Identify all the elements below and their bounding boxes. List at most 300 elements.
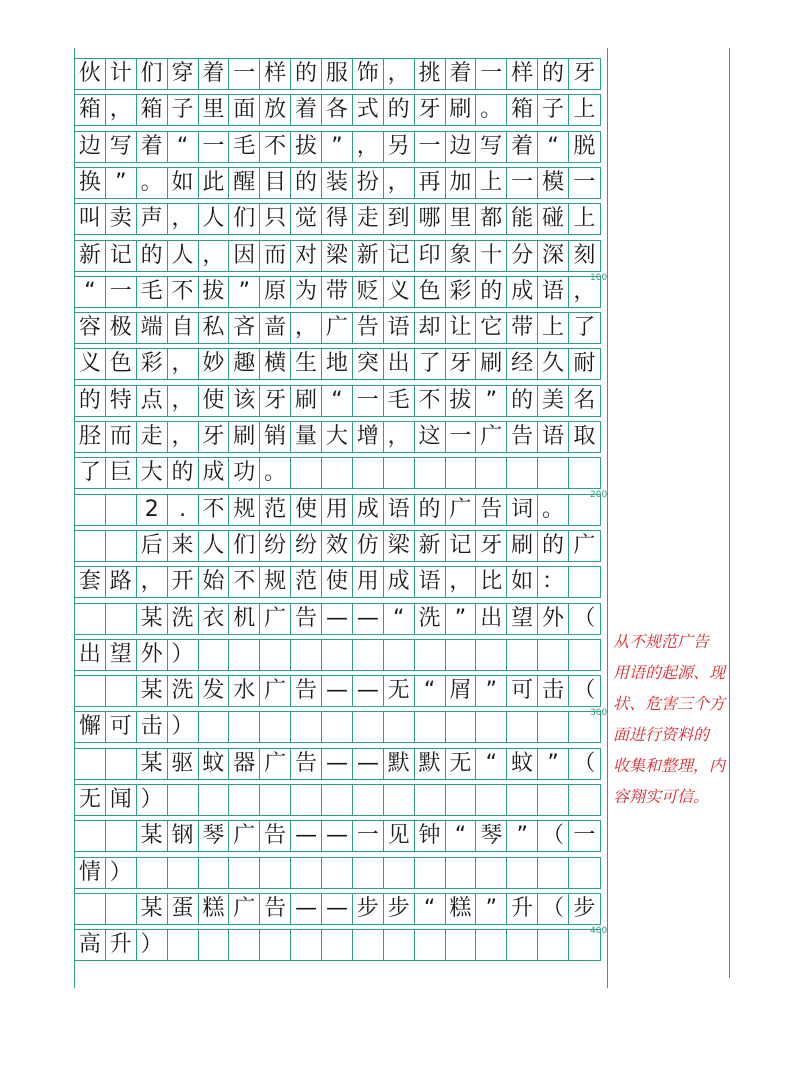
grid-cell: 某 [137, 894, 168, 924]
grid-cell: 不 [260, 132, 291, 162]
grid-cell: 告 [260, 894, 291, 924]
grid-cell: 默 [384, 749, 415, 779]
grid-cell [75, 894, 106, 924]
grid-cell [353, 640, 384, 670]
grid-cell: ， [384, 168, 415, 198]
grid-cell: 上 [538, 313, 569, 343]
grid-cell: 某 [137, 749, 168, 779]
grid-cell: 见 [384, 821, 415, 851]
grid-cell [353, 785, 384, 815]
grid-cell: 无 [446, 749, 477, 779]
grid-cell: 懈 [75, 712, 106, 742]
grid-cell [446, 785, 477, 815]
grid-cell: 碰 [538, 204, 569, 234]
grid-cell: “ [415, 894, 446, 924]
grid-cell: ” [446, 604, 477, 634]
grid-cell [199, 785, 230, 815]
grid-cell [291, 858, 322, 888]
grid-row [74, 94, 601, 126]
grid-cell [322, 785, 353, 815]
grid-cell: 各 [322, 95, 353, 125]
grid-row [74, 494, 601, 526]
grid-cell: 告 [476, 495, 507, 525]
grid-cell [229, 785, 260, 815]
grid-cell [384, 640, 415, 670]
grid-cell [260, 640, 291, 670]
grid-cell: 机 [229, 604, 260, 634]
grid-cell: 范 [291, 567, 322, 597]
grid-cell: 规 [260, 567, 291, 597]
grid-cell: 为 [291, 277, 322, 307]
grid-cell: 刻 [573, 242, 596, 268]
grid-cell [106, 531, 137, 561]
grid-cell: 走 [137, 422, 168, 452]
grid-cell: ” [538, 749, 569, 779]
grid-cell: ） [137, 930, 168, 960]
grid-cell: 象 [446, 241, 477, 271]
grid-cell: 钢 [168, 821, 199, 851]
grid-cell: 效 [322, 531, 353, 561]
grid-cell: 贬 [353, 277, 384, 307]
grid-cell: 记 [446, 531, 477, 561]
grid-cell: 告 [353, 313, 384, 343]
grid-cell: 不 [229, 567, 260, 597]
grid-cell [446, 640, 477, 670]
grid-cell: 广 [229, 821, 260, 851]
grid-cell: 牙 [573, 61, 596, 86]
grid-cell [415, 640, 446, 670]
grid-cell [507, 640, 538, 670]
grid-cell: 洗 [168, 604, 199, 634]
grid-cell: 广 [260, 604, 291, 634]
grid-cell [199, 930, 230, 960]
grid-cell [507, 458, 538, 488]
grid-cell [229, 930, 260, 960]
grid-cell: 装 [322, 168, 353, 198]
grid-cell: 望 [507, 604, 538, 634]
grid-cell: 使 [291, 495, 322, 525]
grid-cell: 纷 [260, 531, 291, 561]
grid-cell: “ [75, 277, 106, 307]
grid-row [74, 566, 601, 598]
grid-cell: ， [291, 313, 322, 343]
grid-cell [384, 785, 415, 815]
grid-cell: 的 [384, 95, 415, 125]
frame-line [607, 48, 608, 988]
grid-cell: ” [322, 132, 353, 162]
grid-cell: 开 [168, 567, 199, 597]
grid-cell: 新 [75, 241, 106, 271]
grid-cell [291, 458, 322, 488]
grid-cell: 语 [538, 422, 569, 452]
grid-cell: 自 [168, 313, 199, 343]
grid-cell: ， [168, 386, 199, 416]
grid-cell [446, 858, 477, 888]
grid-cell: 箱 [507, 95, 538, 125]
grid-cell: 们 [229, 204, 260, 234]
grid-cell [415, 712, 446, 742]
grid-cell [415, 930, 446, 960]
grid-cell: 一 [573, 823, 596, 849]
grid-cell: 牙 [415, 95, 446, 125]
grid-cell: 广 [260, 749, 291, 779]
grid-cell: 到 [384, 204, 415, 234]
grid-cell [476, 712, 507, 742]
grid-cell: 不 [415, 386, 446, 416]
grid-cell: 梁 [384, 531, 415, 561]
grid-cell: 挑 [415, 59, 446, 89]
frame-line [729, 48, 730, 978]
grid-cell: 一 [507, 168, 538, 198]
grid-cell: 让 [446, 313, 477, 343]
grid-cell: ， [168, 349, 199, 379]
grid-row [74, 929, 601, 961]
grid-cell: 耐 [573, 351, 596, 377]
grid-cell [322, 640, 353, 670]
grid-cell: 的 [476, 277, 507, 307]
character-count-mark: 100 [590, 272, 608, 283]
grid-cell: 闻 [106, 785, 137, 815]
grid-cell: 广 [322, 313, 353, 343]
grid-cell: 一 [106, 277, 137, 307]
grid-cell: 屑 [446, 676, 477, 706]
grid-cell: 语 [384, 495, 415, 525]
grid-cell: 巨 [106, 458, 137, 488]
grid-cell: 刷 [446, 95, 477, 125]
grid-cell: “ [168, 132, 199, 162]
grid-row [74, 639, 601, 671]
grid-cell [75, 604, 106, 634]
grid-cell: ” [476, 386, 507, 416]
grid-cell: 一 [573, 169, 596, 195]
grid-cell: — [353, 604, 384, 634]
grid-cell: 容 [75, 313, 106, 343]
grid-row [74, 711, 601, 743]
grid-cell: 语 [415, 567, 446, 597]
grid-cell: ， [353, 132, 384, 162]
grid-cell: 广 [260, 676, 291, 706]
grid-cell: 驱 [168, 749, 199, 779]
grid-row [74, 58, 601, 90]
grid-cell: ， [168, 204, 199, 234]
grid-row [74, 857, 601, 889]
grid-cell: 纷 [291, 531, 322, 561]
grid-row [74, 784, 601, 816]
grid-cell: （ [538, 894, 569, 924]
grid-cell [476, 930, 507, 960]
grid-cell: “ [476, 749, 507, 779]
grid-cell: ， [446, 567, 477, 597]
grid-cell: ） [168, 712, 199, 742]
grid-cell: 范 [260, 495, 291, 525]
grid-cell: 成 [199, 458, 230, 488]
note-line: 从不规范广告 [613, 632, 710, 651]
grid-cell: 着 [507, 132, 538, 162]
grid-row [74, 385, 601, 417]
grid-cell: 上 [476, 168, 507, 198]
grid-cell: 吝 [229, 313, 260, 343]
grid-cell: 分 [507, 241, 538, 271]
grid-cell: 带 [322, 277, 353, 307]
grid-cell: 路 [106, 567, 137, 597]
grid-cell: 扮 [353, 168, 384, 198]
grid-cell: 使 [322, 567, 353, 597]
grid-cell: 广 [476, 422, 507, 452]
grid-cell: 梁 [322, 241, 353, 271]
grid-cell: 得 [322, 204, 353, 234]
grid-cell: 广 [446, 495, 477, 525]
grid-cell: 而 [106, 422, 137, 452]
grid-cell: “ [538, 132, 569, 162]
grid-cell [353, 458, 384, 488]
grid-row [74, 167, 601, 199]
grid-cell [291, 785, 322, 815]
grid-cell: 里 [199, 95, 230, 125]
grid-cell: 水 [229, 676, 260, 706]
grid-cell: 名 [573, 387, 596, 413]
grid-cell [507, 712, 538, 742]
grid-cell: 深 [538, 241, 569, 271]
grid-cell: 默 [415, 749, 446, 779]
grid-cell [446, 712, 477, 742]
grid-cell: 原 [260, 277, 291, 307]
grid-cell: ” [476, 676, 507, 706]
grid-cell: 刷 [291, 386, 322, 416]
grid-cell: 拔 [291, 132, 322, 162]
grid-row [74, 820, 601, 852]
grid-cell: 加 [446, 168, 477, 198]
grid-cell [569, 567, 600, 597]
grid-cell: — [322, 604, 353, 634]
grid-cell: 步 [573, 895, 596, 921]
grid-cell: 洗 [415, 604, 446, 634]
grid-cell: 因 [229, 241, 260, 271]
grid-cell: 升 [106, 930, 137, 960]
grid-cell: 增 [353, 422, 384, 452]
grid-cell: 一 [353, 386, 384, 416]
grid-cell: 脱 [573, 133, 596, 159]
grid-cell: 量 [291, 422, 322, 452]
grid-row [74, 421, 601, 453]
grid-cell: 击 [137, 712, 168, 742]
grid-cell [75, 676, 106, 706]
grid-cell: 击 [538, 676, 569, 706]
grid-cell: ， [199, 241, 230, 271]
grid-cell: 不 [168, 277, 199, 307]
grid-cell [415, 458, 446, 488]
grid-cell: 能 [507, 204, 538, 234]
grid-cell: 告 [291, 676, 322, 706]
grid-cell: 换 [75, 168, 106, 198]
grid-cell: 可 [507, 676, 538, 706]
grid-cell [538, 785, 569, 815]
grid-cell [75, 749, 106, 779]
grid-cell: 牙 [476, 531, 507, 561]
grid-cell: 久 [538, 349, 569, 379]
grid-cell [384, 458, 415, 488]
grid-cell [476, 640, 507, 670]
grid-cell: 子 [538, 95, 569, 125]
grid-cell [137, 858, 168, 888]
teacher-margin-note [613, 626, 731, 812]
grid-cell: 用 [322, 495, 353, 525]
grid-cell: 哪 [415, 204, 446, 234]
grid-cell: 牙 [199, 422, 230, 452]
grid-cell: 取 [573, 424, 596, 449]
grid-cell: 色 [415, 277, 446, 307]
grid-cell [322, 858, 353, 888]
grid-cell: 色 [106, 349, 137, 379]
grid-cell: 叫 [75, 204, 106, 234]
grid-cell: ） [137, 785, 168, 815]
grid-cell [168, 858, 199, 888]
grid-cell: ” [476, 894, 507, 924]
grid-cell: ” [229, 277, 260, 307]
grid-cell: 美 [538, 386, 569, 416]
grid-cell [75, 495, 106, 525]
grid-row [74, 312, 601, 344]
grid-cell: 上 [573, 206, 596, 232]
grid-cell: 服 [322, 59, 353, 89]
grid-cell [538, 458, 569, 488]
grid-cell: 出 [476, 604, 507, 634]
grid-cell: 而 [260, 241, 291, 271]
grid-cell: 一 [229, 59, 260, 89]
grid-cell [260, 930, 291, 960]
grid-cell: 却 [415, 313, 446, 343]
grid-cell: 人 [199, 531, 230, 561]
grid-cell: 成 [353, 495, 384, 525]
grid-cell: 蛋 [168, 894, 199, 924]
grid-cell: 地 [322, 349, 353, 379]
grid-cell: 的 [291, 168, 322, 198]
grid-cell [229, 712, 260, 742]
grid-cell: 着 [446, 59, 477, 89]
grid-cell: 记 [106, 241, 137, 271]
grid-cell [569, 458, 600, 488]
grid-cell: 一 [446, 422, 477, 452]
grid-cell [507, 858, 538, 888]
grid-cell: — [322, 676, 353, 706]
grid-cell: — [322, 894, 353, 924]
grid-cell: 衣 [199, 604, 230, 634]
grid-cell: — [322, 749, 353, 779]
grid-cell: ， [137, 567, 168, 597]
grid-cell [384, 930, 415, 960]
grid-cell: 里 [446, 204, 477, 234]
grid-row [74, 457, 601, 489]
grid-cell: 醒 [229, 168, 260, 198]
grid-cell: — [353, 676, 384, 706]
grid-row [74, 675, 601, 707]
grid-row [74, 276, 601, 308]
grid-cell: 卖 [106, 204, 137, 234]
grid-cell: 告 [291, 604, 322, 634]
grid-cell: 蚊 [507, 749, 538, 779]
grid-cell: ： [538, 567, 569, 597]
grid-cell: 对 [291, 241, 322, 271]
grid-cell [353, 858, 384, 888]
grid-cell [106, 821, 137, 851]
grid-cell [476, 858, 507, 888]
grid-cell: 着 [137, 132, 168, 162]
grid-cell: 使 [199, 386, 230, 416]
grid-cell: 拔 [199, 277, 230, 307]
grid-cell: 后 [137, 531, 168, 561]
grid-cell: 义 [384, 277, 415, 307]
grid-cell: ， [384, 59, 415, 89]
grid-cell: 如 [507, 567, 538, 597]
grid-cell: 刷 [507, 531, 538, 561]
character-count-mark: 300 [590, 708, 608, 719]
grid-row [74, 240, 601, 272]
grid-cell: 的 [75, 386, 106, 416]
grid-cell: ， [106, 95, 137, 125]
grid-cell: 生 [291, 349, 322, 379]
grid-cell: 销 [260, 422, 291, 452]
grid-cell: 毛 [384, 386, 415, 416]
grid-cell: 伙 [75, 59, 106, 89]
grid-cell: 们 [229, 531, 260, 561]
grid-cell: “ [446, 821, 477, 851]
grid-cell: 可 [106, 712, 137, 742]
grid-cell: 成 [384, 567, 415, 597]
grid-cell: 人 [168, 241, 199, 271]
grid-cell [507, 930, 538, 960]
grid-cell: 上 [573, 97, 596, 123]
grid-cell: 一 [476, 59, 507, 89]
grid-cell: 记 [384, 241, 415, 271]
grid-cell [260, 712, 291, 742]
grid-cell: 饰 [353, 59, 384, 89]
grid-cell: 新 [353, 241, 384, 271]
grid-cell: 的 [507, 386, 538, 416]
grid-cell: 走 [353, 204, 384, 234]
grid-cell: 。 [476, 95, 507, 125]
grid-cell: 计 [106, 59, 137, 89]
grid-cell [260, 858, 291, 888]
grid-cell: 蚊 [199, 749, 230, 779]
grid-cell: 。 [137, 168, 168, 198]
grid-cell: 子 [168, 95, 199, 125]
grid-row [74, 348, 601, 380]
grid-cell: 横 [260, 349, 291, 379]
grid-cell: 毛 [229, 132, 260, 162]
grid-cell: 外 [538, 604, 569, 634]
grid-cell: 极 [106, 313, 137, 343]
grid-cell: 一 [353, 821, 384, 851]
grid-cell: 样 [260, 59, 291, 89]
grid-cell: 告 [507, 422, 538, 452]
grid-cell: 私 [199, 313, 230, 343]
grid-cell: 无 [384, 676, 415, 706]
grid-cell [106, 676, 137, 706]
grid-cell: 边 [446, 132, 477, 162]
grid-cell: “ [322, 386, 353, 416]
grid-cell: ） [168, 640, 199, 670]
grid-cell: 。 [260, 458, 291, 488]
grid-cell: 趣 [229, 349, 260, 379]
grid-cell: 功 [229, 458, 260, 488]
grid-cell: 规 [229, 495, 260, 525]
grid-cell [569, 785, 600, 815]
grid-cell: 刷 [229, 422, 260, 452]
grid-cell: “ [415, 676, 446, 706]
grid-cell: 面 [229, 95, 260, 125]
grid-row [74, 203, 601, 235]
grid-cell: “ [384, 604, 415, 634]
grid-cell: 们 [137, 59, 168, 89]
